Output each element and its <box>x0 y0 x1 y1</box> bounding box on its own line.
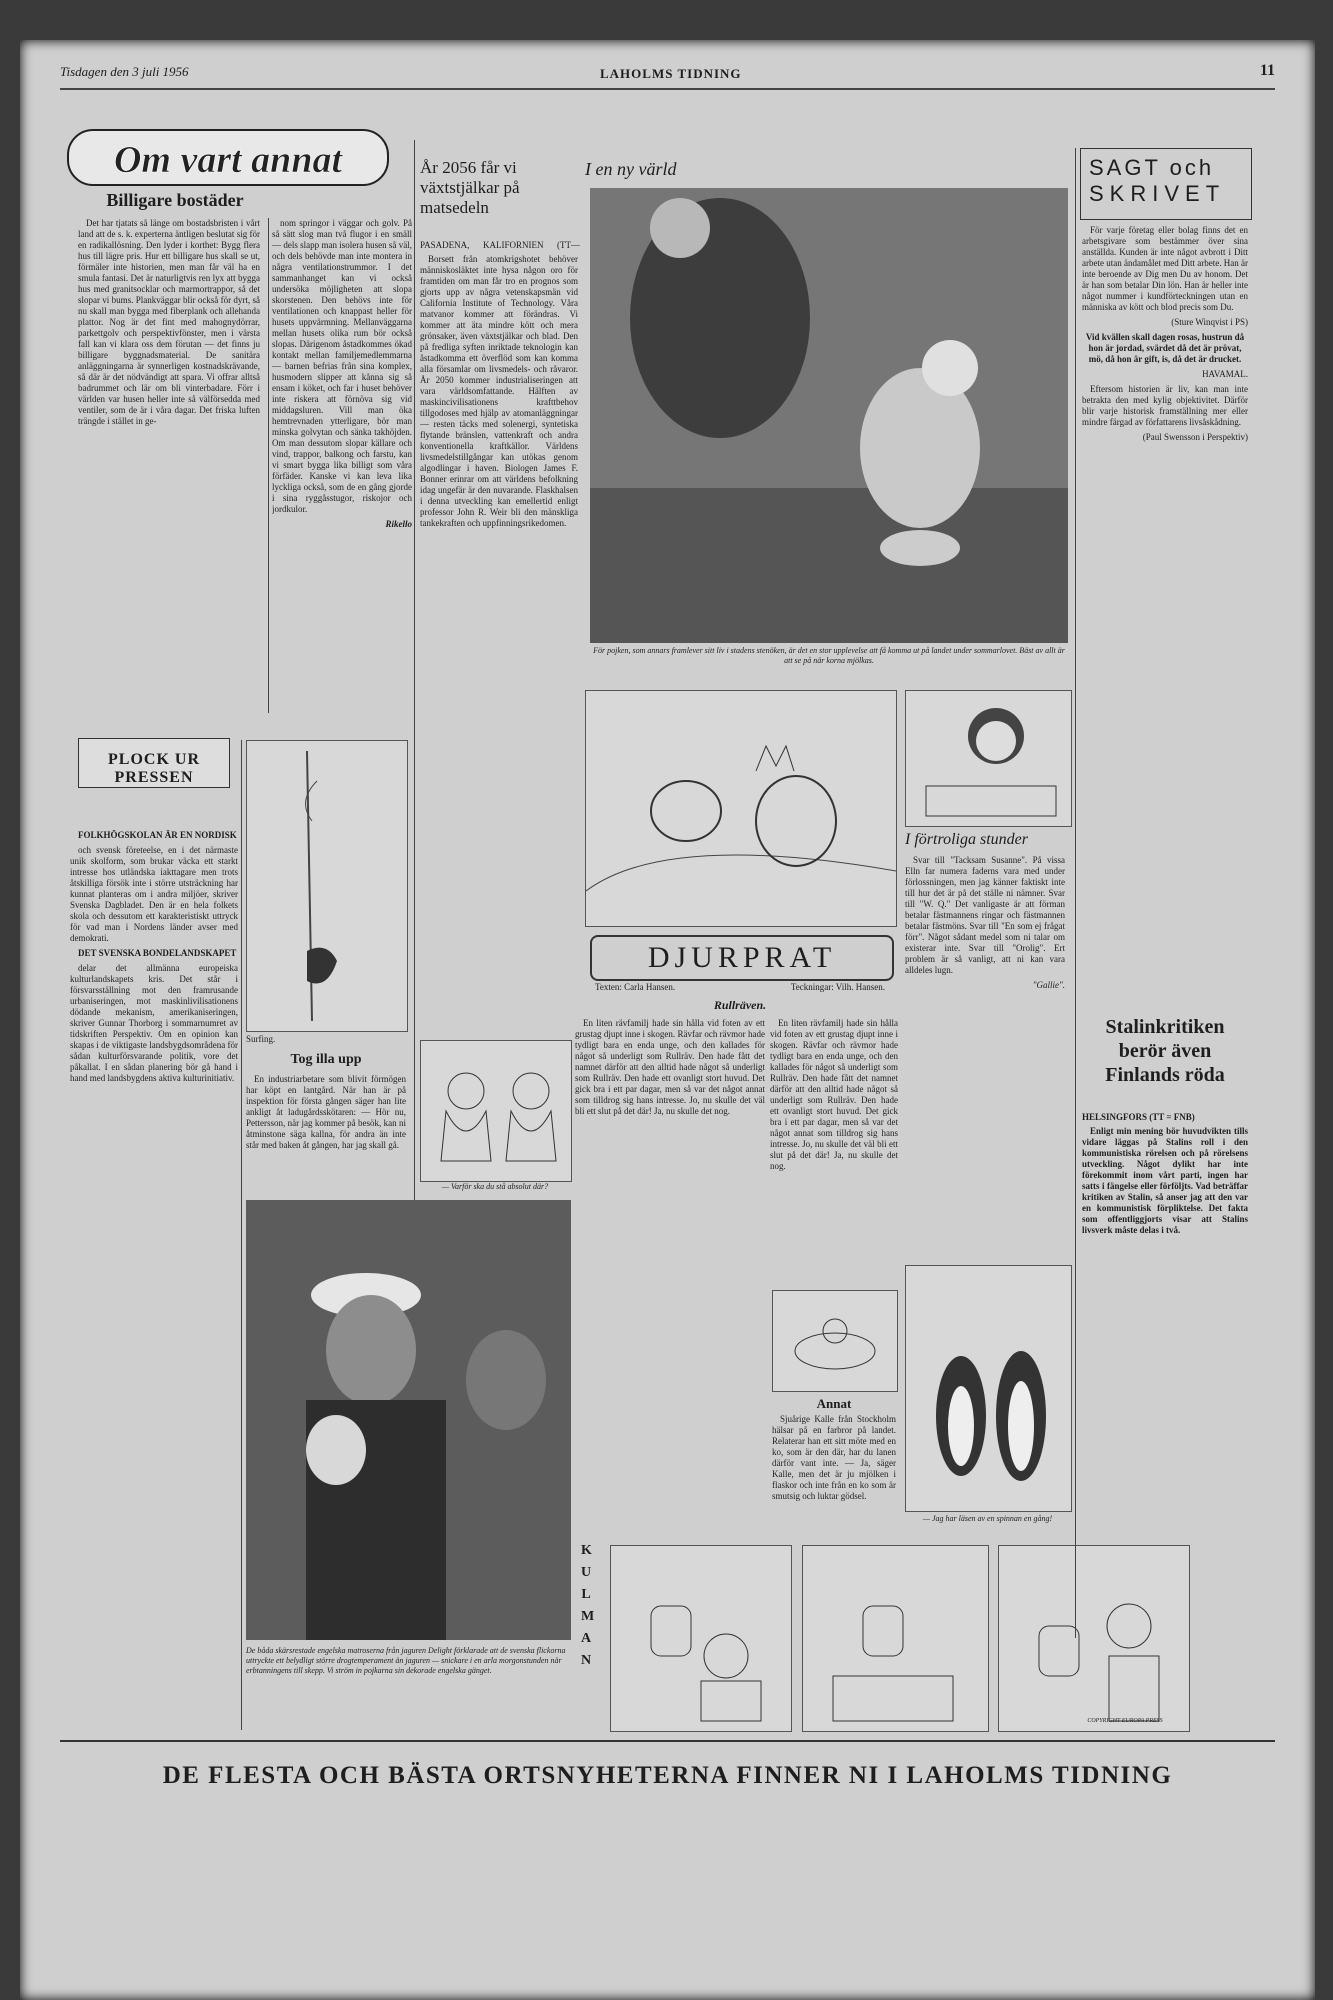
page-header <box>60 58 1275 90</box>
tog-illa-upp-text: En industriarbetare som blivit förmögen har köpt en lantgård. När han är på inspektion för första gången säger han lite ankligt åt ladugårdsskötaren: — Hör nu, Pettersson, när jag kommer på besök, kan ni åtminstone säga kallna, för andra än inte står med baken åt gången, har jag skall gå. <box>246 1074 406 1150</box>
kulman-copyright: COPYRIGHT EUROPA PRESS <box>1087 1718 1163 1724</box>
bostader-heading: Billigare bostäder <box>106 190 244 210</box>
annat-heading: Annat <box>816 1396 852 1411</box>
tog-illa-upp-heading: Tog illa upp <box>290 1052 362 1067</box>
bird-nest-cartoon <box>772 1290 898 1392</box>
paper-name: LAHOLMS TIDNING <box>600 66 742 81</box>
stalinkritiken-text: Enligt min mening bör huvudvikten tills vidare läggas på Stalins roll i den kommunistiska rörelsen och på rörelsens utveckling. Något dylikt har inte förekommit inom vårt parti, ingen har satts i fängelse eller förföljts. Vad beträffar kritiken av Stalin, så anser jag att den var en kommunistisk förpliktelse. Det fakta som offentliggjorts visar att Stalins livsverk måste delas i två. <box>1082 1126 1248 1235</box>
surfing-cartoon <box>246 740 408 1032</box>
djurprat-title-box: DJURPRAT <box>590 935 894 981</box>
boy-and-cow-photo <box>590 188 1068 643</box>
newspaper-page <box>20 40 1315 2000</box>
kulman-label: KULMAN <box>581 1543 595 1668</box>
sagt-och-skrivet-text: För varje företag eller bolag finns det en arbetsgivare som bestämmer över sina anställda. Kunden är inte något avbrott i Ditt arbete utan ändamålet med Ditt arbete. Han är inte beroende av Dig men Du av honom. Det är han som betalar Din lön. Han är heller inte något nummer i kundförteckningen utan en människa av kött och blod precis som Du. (Sture Winqvist i PS) Vid kvällen skall dagen rosas, hustrun då hon är jordad, svärdet då det är prövat, mö, då hon är gift, is, då det är drucket. HAVAMAL. Eftersom historien är liv, kan man inte betrakta den med kylig objektivitet. Därför blir varje historisk framställning mer eller mindre färgad av författarens livsåskådning. (Paul Swensson i Perspektiv) <box>1082 225 1248 442</box>
boy-and-cow-caption: För pojken, som annars framlever sitt liv i stadens stenöken, är det en stor upplevelse att få komma ut på landet under sommarlovet. Bäst av allt är att se på när korna mjölkas. <box>593 646 1065 665</box>
sailors-photo <box>246 1200 571 1640</box>
page-number: 11 <box>1259 62 1275 79</box>
ar-2056-article: Borsett från atomkrigshotet behöver människosläktet inte hysa någon oro för framtiden om man får tro en prognos som gjorts upp av några vetenskapsmän vid California Institute of Technology. Våra matvanor kommer att förändras. Vi kommer att äta mindre kött och mera grönsaker, även växtstjälkar och blad. Den på fredliga syften inriktade teknologin kan åstadkomma ett överflöd som kan komma alla församlar om livsmedels- och råvaror. År 2050 kommer industrialiseringen att vara världsomfattande. Hälften av maskincivilisationens krafttbehov tillgodoses med hjälp av atomanläggningar — resten täcks med solenergi, syntetiska flytande bränslen, vattenkraft och andra konventionella kraftkällor. Världens livsmedelstillgångar kan utökas genom algodlingar i haven. Biologen James F. Bonner erinrar om att världens befolkning idag ungefär är den nuvarande. Flaskhalsen i denna utveckling kan emellertid enligt professor John R. Weir bli den mänskliga tankekraften och uppfinningsrikedomen. <box>420 254 578 528</box>
bostader-article-col2: nom springor i väggar och golv. På så sätt slog man två flugor i en smäll — dels slapp man isolera husen så väl, och dels behövde man inte montera in några ventilationstrummor. I det sammanhanget kan vi också undersöka möjligheten att slopa skorstenen. Den behövs inte för ventilationen och knappast heller för husets uppvärmning. Mellanväggarna mellan husets olika rum bör också slopas. Därigenom åstadkommes ökad kontakt mellan familjemedlemmarna — barnen befrias från sina komplex, husmodern slipper att kånna sig så ensam i köket, och far i huset behöver inte riskera att förnöva sig vid middagsluren. Vill man öka hemtrevnaden ytterligare, bör man minska golvytan och sänka takhöjden. Om man dessutom slopar källare och vind, trappor, balkong och farstu, kan vi smart bygga lika billigt som våra förfäder. Kanske vi kan leva lika lyckliga också, som de en gång gjorde i sina ryggåsstugor, riskojor och jordkulor. Rikello <box>272 218 412 529</box>
kulman-panel-3 <box>998 1545 1190 1732</box>
fortroliga-stunder-heading: I förtroliga stunder <box>905 831 1028 848</box>
issue-date: Tisdagen den 3 juli 1956 <box>60 64 189 79</box>
plock-ur-pressen-badge: PLOCK UR PRESSEN <box>78 738 230 788</box>
ar-2056-heading: År 2056 får vi växtstjälkar på matsedeln <box>420 158 520 217</box>
bostader-article-col1: Det har tjatats så länge om bostadsbristen i vårt land att de s. k. experterna äntligen beslutat sig för en radikallösning. Den lyder i korthet: Bygg flera hus till lägre pris. Hur ett billigare hus skall se ut, förmäler inte historien, men man får väl ha en smula fantasi. Det är naturligtvis ren lyx att bygga hus med granitsocklar och marmortrappor, så det slopar vi bums. Plankväggar blir också för dyrt, så nu skall man bygga med fiberplank och allehanda plattor. Nog är det fint med mahognydörrar, parkettgolv och perspektivfönster, men i värsta fall kan vi klara oss dem förutan — det finns ju billigare byggnadsmaterial. De sanitära anläggningarna är synnerligen kostnadskrävande, så där är det nödvändigt att spara. Vi offrar alltså badrummet och lär om bli vinterbadare. Förr i världen var husen heller inte så välförsedda med ventiler, som de är i våra dagar. Det friska luften trängde i stället in ge- <box>78 218 260 426</box>
svg-text:Om vart annat: Om vart annat <box>113 139 343 181</box>
djurprat-subhead: Rullräven. <box>713 998 767 1012</box>
penguins-caption: — Jag har läsen av en spinnan en gång! <box>922 1514 1053 1523</box>
fox-hedgehog-cartoon <box>585 690 897 927</box>
ar-2056-dateline: PASADENA, KALIFORNIEN (TT— <box>420 240 580 250</box>
djurprat-credits: Texten: Carla Hansen. Teckningar: Vilh. Hansen. <box>595 982 885 992</box>
kulman-panel-1 <box>610 1545 792 1732</box>
ny-varld-heading: I en ny värld <box>585 159 677 179</box>
woman-writing-cartoon <box>905 690 1072 827</box>
stalinkritiken-heading: Stalinkritiken berör även Finlands röda <box>1105 1016 1225 1086</box>
plock-ur-pressen-text: FOLKHÖGSKOLAN ÄR EN NORDISK och svensk företeelse, en i det närmaste unik skolform, som brukar väcka ett starkt intresse hos utländska iakttagare men trots åtskilliga försök inte i större utsträckning har kunnat planteras om i andra miljöer, skriver Svenska Dagbladet. Den är en hela folkets skola och dessutom ett karakteristiskt uttryck för vad man i Nordens länder avser med demokrati. DET SVENSKA BONDELANDSKAPET delar det allmänna europeiska kulturlandskapets kris. Det står i försvarsställning mot den framrusande urbaniseringen, mot maskinlivilisationens dödande mekanism, amerikaniseringen, skriver Gunnar Thorborg i sommarnumret av tidskriften Perspektiv. Om en opinion kan skapas i de viktigaste landsbygdsområdena för sådan kulturförsvarande politik, vore det påkallat. I en sådan planering bör gå hand i hand med landsbygdens aktiva kulturinitiativ. <box>70 830 238 1083</box>
djurprat-text-col2: En liten rävfamilj hade sin hålla vid foten av ett grustag djupt inne i skogen. Rävfar och rävmor hade tydligt bara en enda unge, och den kallades för något så underligt som Rullräv. Den hade fått det namnet därför att den alltid hade något så underligt som Rullräv. Den hade ett ovanligt stort huvud. Det gick bra i ett par dagar, men så var det något annat som tilldrog sig hans intresse. Jo, nu skulle det väl bli ett slut på det där! Ja, nu skulle det nog. <box>770 1018 898 1171</box>
stalinkritiken-dateline: HELSINGFORS (TT = FNB) <box>1082 1112 1195 1122</box>
djurprat-text-col1: En liten rävfamilj hade sin hålla vid foten av ett grustag djupt inne i skogen. Rävfar och rävmor hade tydligt bara en enda unge, och den kallades för något så underligt som Rullräv. Den hade fått det namnet därför att den alltid hade något så underligt som Rullräv. Den hade ett ovanligt stort huvud. Det gick bra i ett par dagar, men så var det något annat som tilldrog sig hans intresse. Jo, nu skulle det väl bli ett slut på det där! Ja, nu skulle det nog. <box>575 1018 765 1116</box>
sagt-och-skrivet-title: SAGT och SKRIVET <box>1080 148 1252 220</box>
surfing-label: Surfing. <box>246 1034 276 1044</box>
kulman-panel-2 <box>802 1545 989 1732</box>
dogs-caption: — Varför ska du stå absolut där? <box>441 1182 549 1191</box>
sailors-caption: De båda skärsrestade engelska matroserna från jaguren Delight förklarade att de svenska flickorna uttryckte ett belydligt större drogtemperament än jaguren — snickare i en arla morgonstunden när erbtanningens till skepp. Vi ström in pojkarna sin dekorade engelska gänget. <box>246 1646 566 1675</box>
annat-text: Sjuårige Kalle från Stockholm hälsar på en farbror på landet. Relaterar han ett sitt möte med en ko, som är den där, har du lanen därför vant inte. — Ja, säger Kalle, men det är ju mjölken i flaskor och inte från en ko som är smutsig och luktar gödsel. <box>772 1414 896 1501</box>
dogs-cartoon <box>420 1040 572 1182</box>
bottom-banner: DE FLESTA OCH BÄSTA ORTSNYHETERNA FINNER NI I LAHOLMS TIDNING <box>60 1740 1275 1810</box>
penguins-cartoon <box>905 1265 1072 1512</box>
fortroliga-stunder-text: Svar till "Tacksam Susanne". På vissa Elln far numera faderns vara med under förlossningen, men jag känner faktiskt inte till hur det är på det ställe ni nämner. Svar till "W. Q." Det vanligaste är att förman betalar fästmannens ringar och fästmannen betalar fästmöns. Svar till "En som ej frågat förr". Något sådant medel som ni talar om existerar inte. Svar till "Orolig". Ert problem är så vanligt, att ni kan vara alldeles lugn. "Gallie". <box>905 855 1065 990</box>
